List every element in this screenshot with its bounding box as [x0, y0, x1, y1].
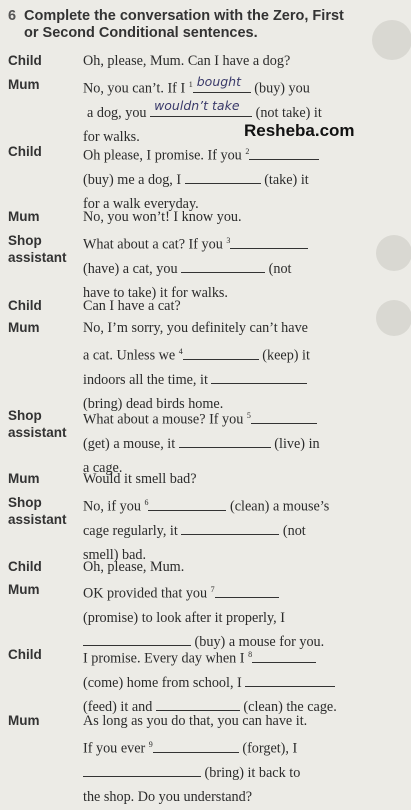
answer-blank-7[interactable]	[215, 583, 279, 598]
text-line: a dog, you wouldn’t take (not take) it	[83, 101, 388, 125]
text-line: the shop. Do you understand?	[83, 788, 253, 805]
text-line: No, you can’t. If I $^1$ bought (buy) you	[83, 73, 388, 101]
exercise-title-line1: Complete the conversation with the Zero, First	[24, 8, 344, 24]
text-line: smell) bad.	[83, 546, 147, 563]
text-line: Can I have a cat?	[83, 298, 181, 314]
text-line: indoors all the time, it	[83, 368, 388, 392]
dialogue-text	[83, 316, 388, 416]
text-line: Oh please, I promise. If you $^2$	[83, 140, 388, 168]
speaker-label: Shop assistant	[8, 233, 67, 265]
speaker-label: Child	[8, 559, 42, 574]
handwritten-answer: wouldn’t take	[154, 97, 240, 113]
answer-blank-2[interactable]	[249, 145, 319, 160]
answer-blank[interactable]	[211, 369, 307, 384]
text-line: I promise. Every day when I $^8$	[83, 643, 388, 671]
text-line: As long as you do that, you can have it.	[83, 713, 308, 729]
answer-blank[interactable]	[185, 169, 261, 184]
text-line: (buy) me a dog, I (take) it	[83, 168, 388, 192]
answer-blank-3[interactable]	[230, 234, 308, 249]
speaker-label: Child	[8, 53, 42, 68]
answer-blank-6[interactable]	[148, 496, 226, 511]
text-line: for walks.	[83, 128, 140, 145]
text-line: (get) a mouse, it (live) in	[83, 432, 388, 456]
text-line: What about a cat? If you $^3$	[83, 229, 388, 257]
text-line: have to take) it for walks.	[83, 284, 228, 301]
exercise-title-line2: or Second Conditional sentences.	[24, 25, 258, 41]
answer-blank-1[interactable]	[193, 73, 251, 93]
speaker-label: Shop assistant	[8, 495, 67, 527]
text-line: No, if you $^6$ (clean) a mouse’s	[83, 491, 388, 519]
answer-blank[interactable]	[181, 520, 279, 535]
dialogue-text	[83, 555, 388, 579]
text-line: (promise) to look after it properly, I	[83, 609, 285, 626]
text-line: (bring) it back to	[83, 761, 388, 785]
text-line: Oh, please, Mum.	[83, 559, 185, 575]
speaker-label: Mum	[8, 582, 40, 597]
answer-blank-8[interactable]	[252, 648, 316, 663]
text-line: a cage.	[83, 459, 123, 476]
dialogue-text	[83, 643, 388, 719]
answer-blank-4[interactable]	[183, 345, 259, 360]
speaker-label: Shop assistant	[8, 408, 67, 440]
speaker-label: Mum	[8, 77, 40, 92]
answer-blank[interactable]	[150, 97, 252, 117]
text-line: (come) home from school, I	[83, 671, 388, 695]
text-line: If you ever $^9$ (forget), I	[83, 733, 388, 761]
text-line: a cat. Unless we $^4$ (keep) it	[83, 340, 388, 368]
text-line: (bring) dead birds home.	[83, 395, 224, 412]
speaker-label: Mum	[8, 320, 40, 335]
watermark-logo: Resheba.com	[244, 121, 355, 140]
dialogue-text	[83, 709, 388, 809]
answer-blank[interactable]	[83, 762, 201, 777]
text-line: Would it smell bad?	[83, 471, 197, 487]
text-line: (feed) it and (clean) the cage.	[83, 695, 388, 719]
text-line: Oh, please, Mum. Can I have a dog?	[83, 53, 291, 69]
speaker-label: Mum	[8, 471, 40, 486]
exercise-heading	[8, 8, 403, 42]
text-line: What about a mouse? If you $^5$	[83, 404, 388, 432]
speaker-label: Mum	[8, 209, 40, 224]
dialogue-text	[83, 467, 388, 491]
answer-blank-9[interactable]	[153, 738, 239, 753]
handwritten-answer: bought	[196, 73, 241, 89]
exercise-number: 6	[8, 8, 17, 24]
dialogue-text	[83, 73, 388, 149]
text-line: for a walk everyday.	[83, 195, 199, 212]
text-line: OK provided that you $^7$	[83, 578, 388, 606]
text-line: cage regularly, it (not	[83, 519, 388, 543]
speaker-label: Child	[8, 298, 42, 313]
dialogue-text	[83, 205, 388, 229]
speaker-label: Child	[8, 144, 42, 159]
answer-blank[interactable]	[179, 433, 271, 448]
text-line: No, I’m sorry, you definitely can’t have	[83, 320, 308, 336]
speaker-label: Mum	[8, 713, 40, 728]
answer-blank[interactable]	[245, 672, 335, 687]
text-line: (buy) a mouse for you.	[83, 630, 388, 654]
dialogue-text	[83, 294, 388, 318]
text-line: (have) a cat, you (not	[83, 257, 388, 281]
answer-blank[interactable]	[181, 258, 265, 273]
answer-blank-5[interactable]	[251, 409, 317, 424]
text-line: No, you won’t! I know you.	[83, 209, 242, 225]
speaker-label: Child	[8, 647, 42, 662]
